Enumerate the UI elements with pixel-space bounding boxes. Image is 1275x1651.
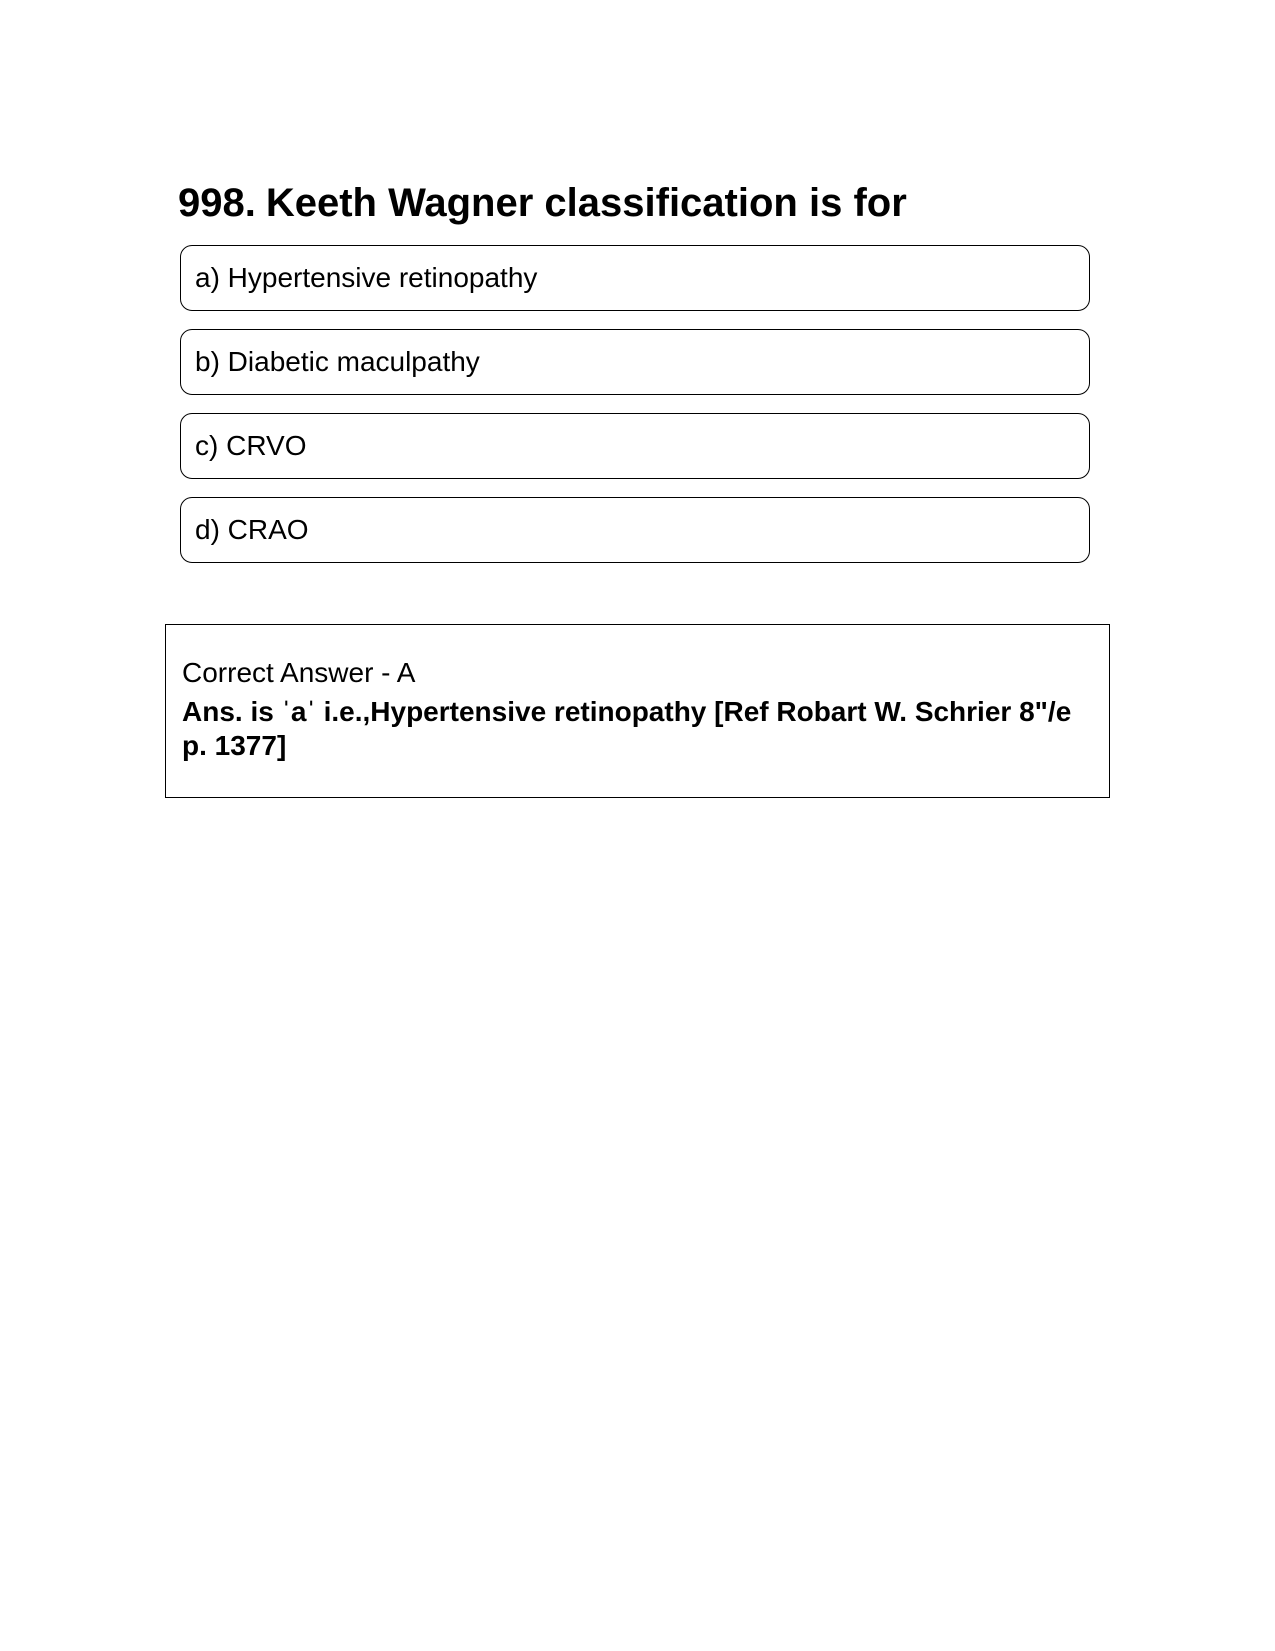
answer-box — [165, 624, 1110, 798]
option-a-label: a) Hypertensive retinopathy — [195, 262, 538, 293]
correct-answer-label: Correct Answer - A — [182, 657, 416, 688]
option-d-label: d) CRAO — [195, 514, 309, 545]
option-c[interactable] — [180, 413, 1090, 479]
option-d[interactable] — [180, 497, 1090, 563]
option-b[interactable] — [180, 329, 1090, 395]
option-b-label: b) Diabetic maculpathy — [195, 346, 480, 377]
option-a[interactable] — [180, 245, 1090, 311]
question-number: 998. — [178, 181, 256, 225]
question-text: Keeth Wagner classification is for — [265, 181, 907, 225]
answer-explanation: Ans. is ˈaˈ i.e.,Hypertensive retinopathy [Ref Robart W. Schrier 8"/e p. 1377] — [182, 696, 1072, 761]
option-c-label: c) CRVO — [195, 430, 307, 461]
question-title — [178, 176, 907, 230]
